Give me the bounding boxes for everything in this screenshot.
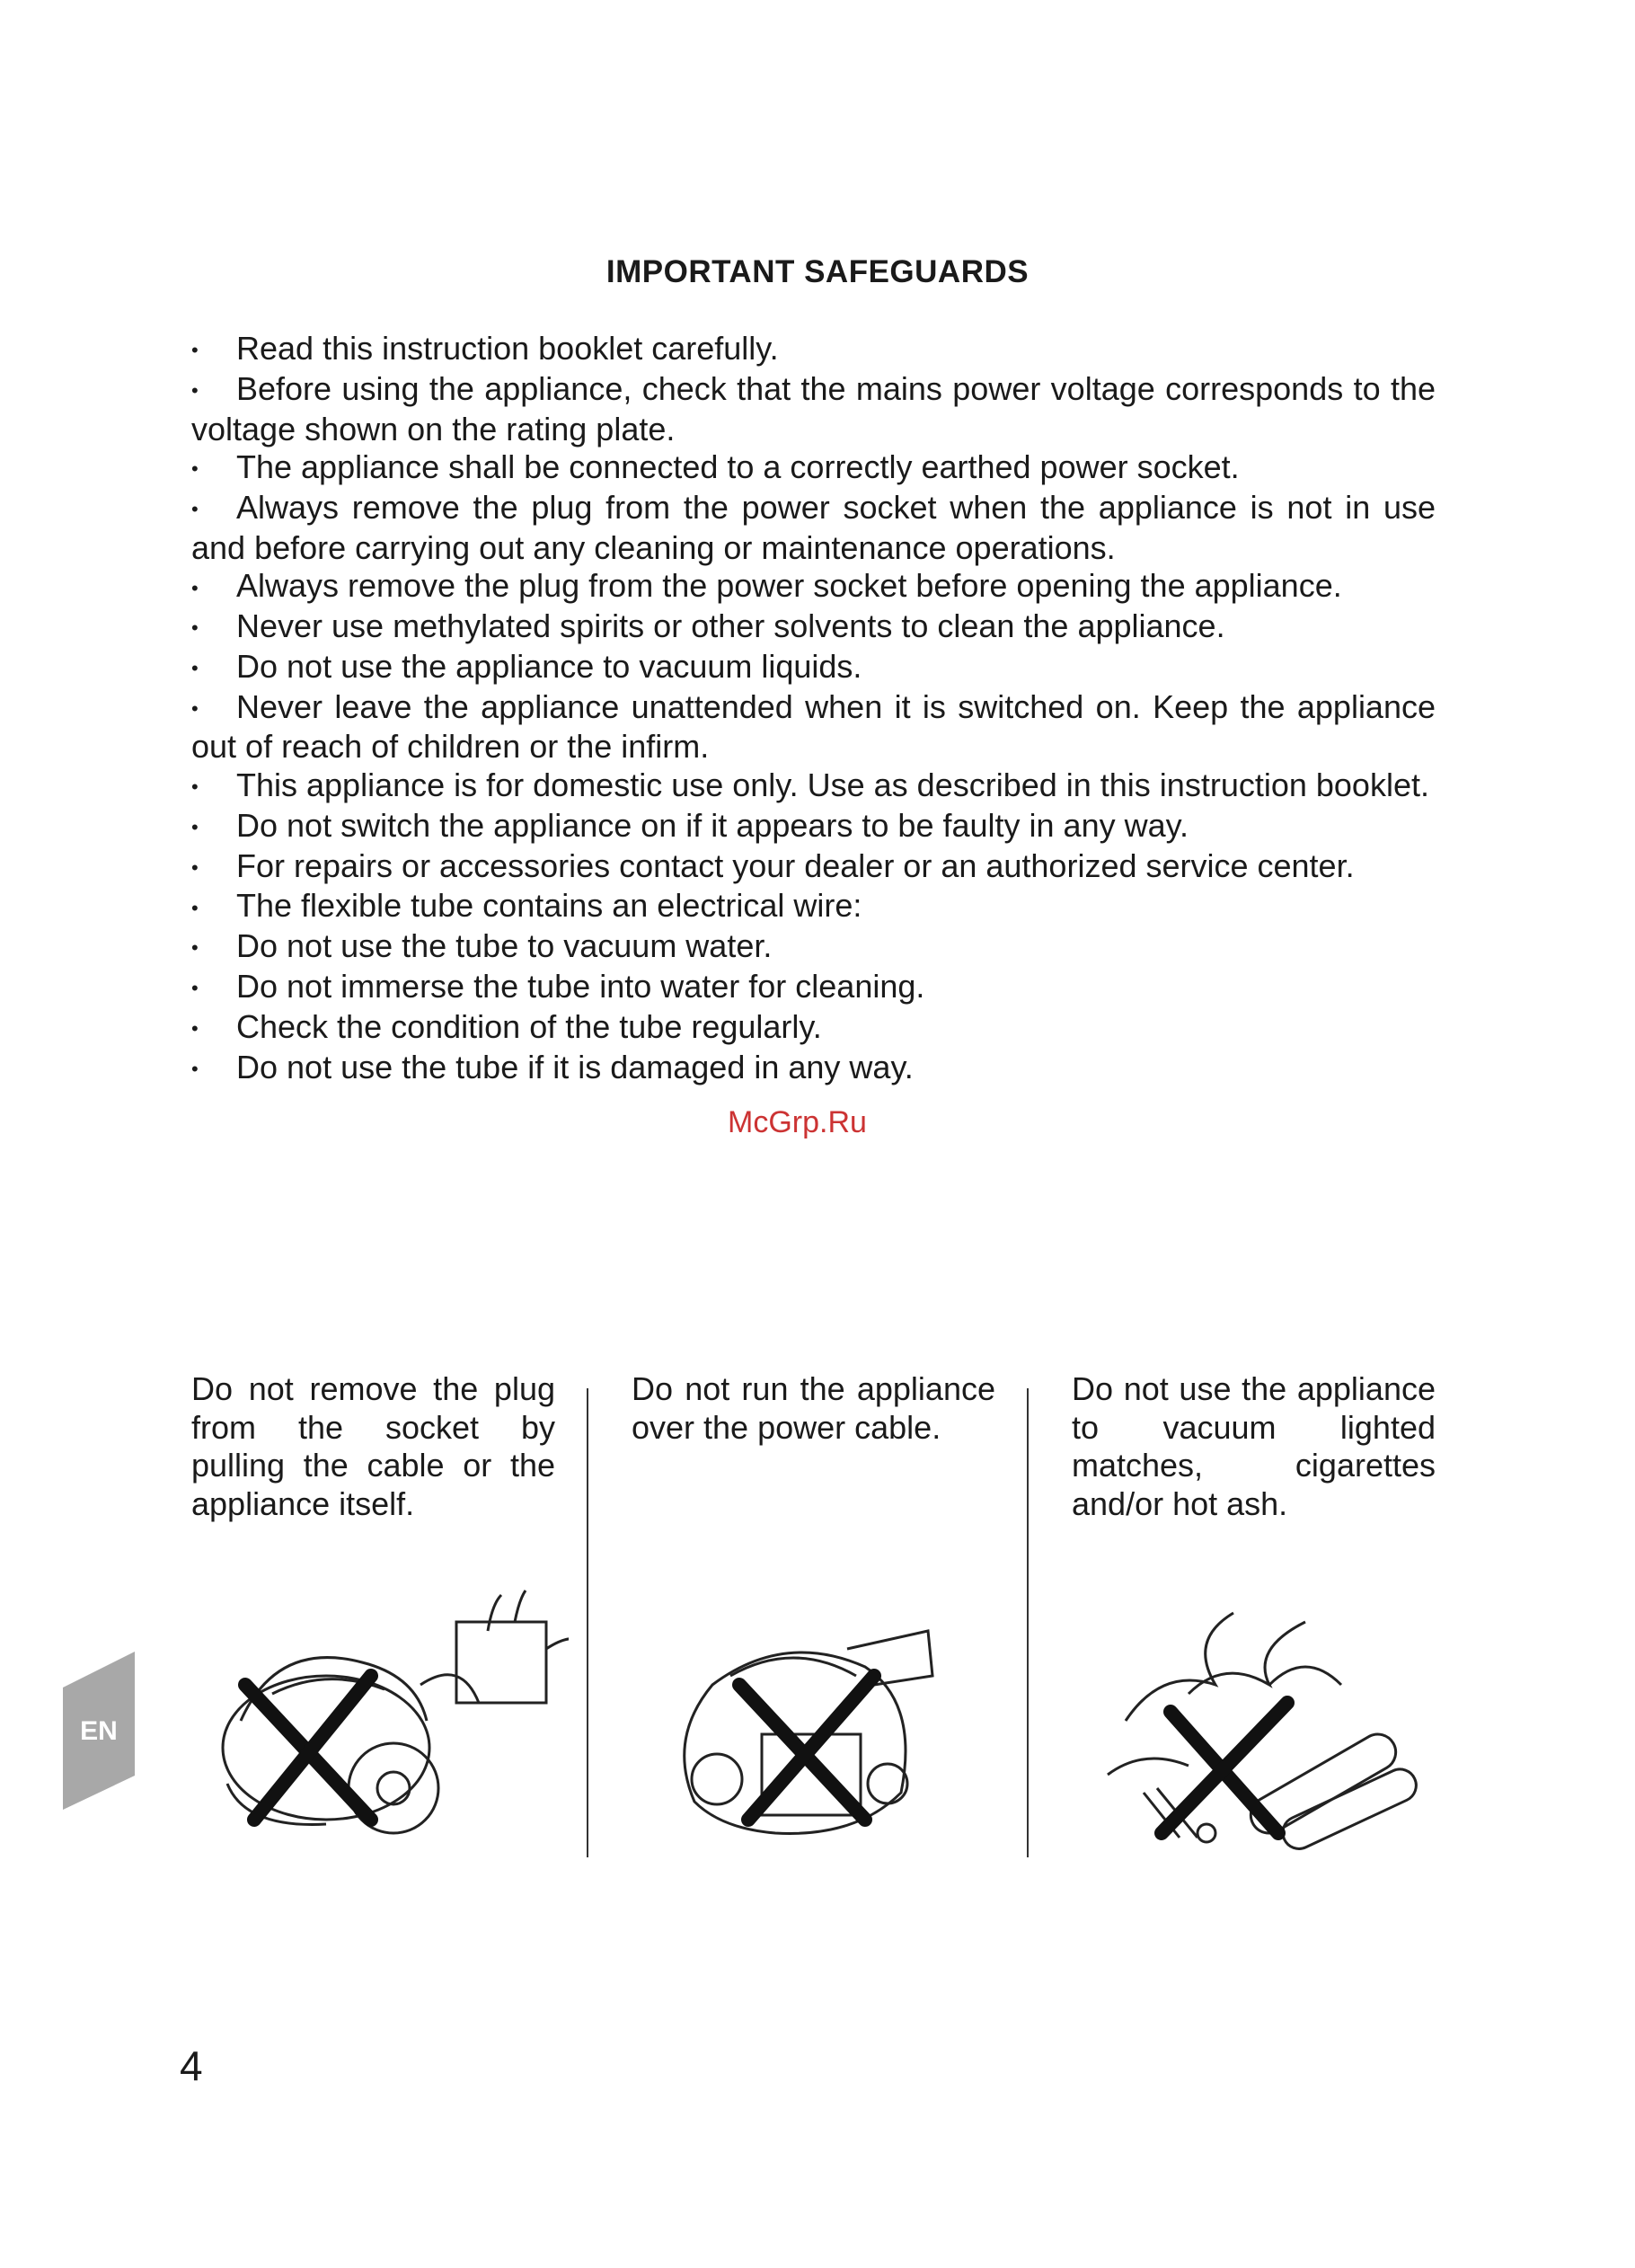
page-number: 4	[180, 2042, 203, 2089]
list-item: • Before using the appliance, check that the mains power voltage corresponds to the voltage shown on the rating plate.	[191, 370, 1436, 448]
warning-pull-cable	[191, 1370, 555, 1856]
warning-text: Do not run the appliance over the power cable.	[632, 1370, 995, 1446]
list-item: • The appliance shall be connected to a correctly earthed power socket.	[191, 448, 1436, 489]
list-item: • Do not immerse the tube into water for cleaning.	[191, 968, 1436, 1008]
list-item: • Never use methylated spirits or other solvents to clean the appliance.	[191, 607, 1436, 648]
list-item: • This appliance is for domestic use only. Use as described in this instruction booklet.	[191, 766, 1436, 807]
list-item: • Read this instruction booklet carefully.	[191, 330, 1436, 370]
list-item: • Do not use the tube to vacuum water.	[191, 927, 1436, 968]
watermark: McGrp.Ru	[728, 1105, 867, 1139]
list-item: • Do not use the appliance to vacuum liquids.	[191, 648, 1436, 688]
page-title: IMPORTANT SAFEGUARDS	[605, 254, 1030, 289]
matches-cigarettes-illustration	[1072, 1577, 1449, 1856]
list-item: • Never leave the appliance unattended when it is switched on. Keep the appliance out of reach of children or the infirm.	[191, 688, 1436, 766]
safeguards-list	[191, 330, 1436, 1088]
list-item: • Always remove the plug from the power socket when the appliance is not in use and before carrying out any cleaning or maintenance operations.	[191, 489, 1436, 567]
warning-text: Do not remove the plug from the socket by pulling the cable or the appliance itself.	[191, 1370, 555, 1522]
list-item: • Check the condition of the tube regularly.	[191, 1008, 1436, 1049]
column-divider	[587, 1388, 588, 1857]
warning-columns	[191, 1370, 1436, 1856]
list-item: • The flexible tube contains an electrical wire:	[191, 887, 1436, 927]
column-divider	[1027, 1388, 1029, 1857]
vacuum-over-cable-illustration	[632, 1577, 1009, 1856]
warning-run-over-cable	[632, 1370, 995, 1856]
list-item: • Do not use the tube if it is damaged in any way.	[191, 1049, 1436, 1089]
list-item: • Do not switch the appliance on if it appears to be faulty in any way.	[191, 807, 1436, 847]
language-label: EN	[80, 1716, 118, 1746]
warning-hot-ash	[1072, 1370, 1436, 1856]
list-item: • For repairs or accessories contact your dealer or an authorized service center.	[191, 847, 1436, 888]
vacuum-pull-cable-illustration	[191, 1577, 569, 1856]
list-item: • Always remove the plug from the power socket before opening the appliance.	[191, 567, 1436, 607]
warning-text: Do not use the appliance to vacuum lighted matches, cigarettes and/or hot ash.	[1072, 1370, 1436, 1522]
